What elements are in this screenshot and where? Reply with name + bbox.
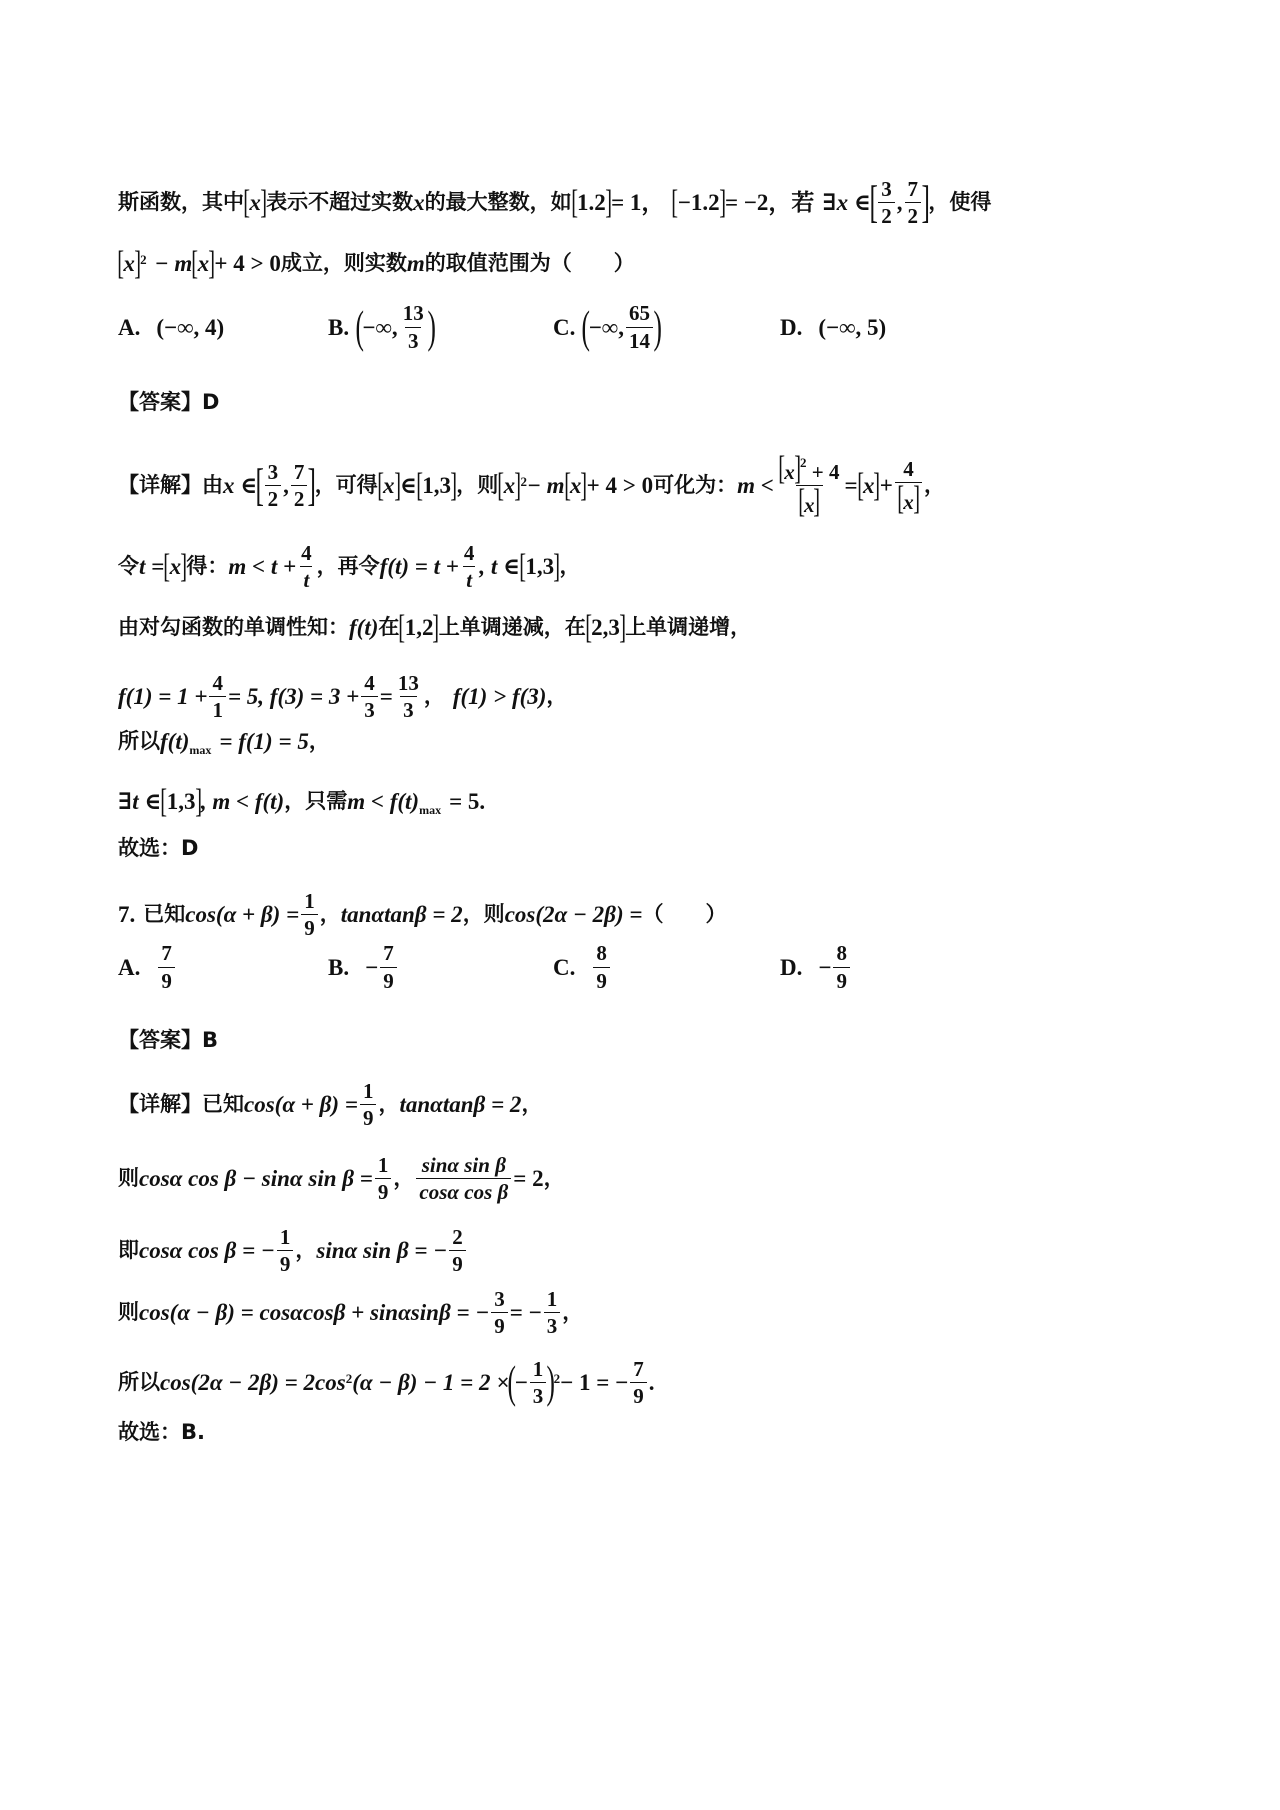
q7-answer: 【答案】B [118, 1028, 219, 1052]
fraction: $\frac{[x]^2 + 4}{[x]}$ [778, 450, 840, 521]
q7-option-a: A. $\frac{7}{9}$ [118, 942, 177, 991]
q6-choice: 故选：D [118, 836, 199, 860]
q6-detail-line-4: f(1) = 1 + $\frac{4}{1}$ = 5, f(3) = 3 + $\frac{4}{3}$ = $\frac{13}{3}$ ， f(1) > f(3) ， [118, 671, 568, 723]
q7-stem: 7. 已知 cos(α + β) = $\frac{1}{9}$ ， tanαtanβ = 2 ，则 cos(2α − 2β) = （ ） [118, 889, 727, 941]
q7-choice: 故选：B. [118, 1420, 205, 1444]
q7-option-c: C. $\frac{8}{9}$ [553, 942, 612, 991]
q7-option-d: D. − $\frac{8}{9}$ [780, 942, 852, 991]
q7-detail-line-5: 所以 cos(2α − 2β) = 2cos 2 (α − β) − 1 = 2 × ( − $\frac{1}{3}$ ) 2 − 1 = − $\frac{7}{9}$ . [118, 1356, 655, 1409]
fraction: $\frac{7}{2}$ [905, 178, 922, 227]
q6-detail-line-5: 所以 f(t) max = f(1) = 5 ， [118, 729, 330, 757]
q6-option-c: C. ( −∞, $\frac{65}{14}$ ) [553, 300, 662, 353]
q6-detail-line-6: ∃t ∈ [ 1,3 ] , m < f(t) ，只需 m < f(t) max = 5. [118, 783, 486, 820]
q6-detail-line-1: 【详解】由 x ∈ [ $\frac{3}{2}$ , $\frac{7}{2}$ ] ，可得 [ x ] ∈ [ 1,3 ] ，则 [ x ] 2 − m [ x ] + 4 > 0 可化为： m < $\frac{[x]^2 + 4}{[x]}$ = [ x ] + $\frac{4}{[x]}$ ， [118, 450, 946, 521]
q7-options [118, 941, 1178, 993]
q6-stem-line-2: [ x ] 2 − m [ x ] + 4 > 0 成立，则实数 m 的取值范围为（ ） [117, 245, 635, 282]
q6-detail-line-2: 令 t = [ x ] 得： m < t + $\frac{4}{t}$ ，再令 f(t) = t + $\frac{4}{t}$ , t ∈ [ 1,3 ] ， [118, 541, 581, 593]
fraction: $\frac{3}{2}$ [878, 178, 895, 227]
q6-options [118, 300, 1178, 353]
q7-detail-line-4: 则 cos(α − β) = cosαcosβ + sinαsinβ = − $\frac{3}{9}$ = − $\frac{1}{3}$ ， [118, 1287, 584, 1339]
q6-answer: 【答案】D [118, 390, 220, 414]
q6-stem-line-1: 斯函数，其中 [ x ] 表示不超过实数 x 的最大整数，如 [ 1.2 ] = 1， [ −1.2 ] = −2，若 ∃x ∈ [ $\frac{3}{2}$ , $\frac{7}{2}$ ] ，使得 [118, 176, 992, 229]
q6-detail-line-3: 由对勾函数的单调性知： f(t) 在 [ 1,2 ] 上单调递减，在 [ 2,3 ] 上单调递增， [118, 609, 752, 646]
q7-detail-line-3: 即 cosα cos β = − $\frac{1}{9}$ ， sinα sin β = − $\frac{2}{9}$ [118, 1226, 468, 1275]
q7-option-b: B. − $\frac{7}{9}$ [328, 942, 399, 991]
q6-option-a: A. (−∞, 4) [118, 314, 225, 340]
q7-detail-line-1: 【详解】已知 cos(α + β) = $\frac{1}{9}$ ， tanαtanβ = 2 ， [118, 1079, 543, 1131]
q6-option-b: B. ( −∞, $\frac{13}{3}$ ) [328, 300, 436, 353]
q7-detail-line-2: 则 cosα cos β − sinα sin β = $\frac{1}{9}$ ， $\frac{\text{sinα sin β}}{\text{cosα cos β}}$ = 2 ， [118, 1153, 565, 1205]
q6-option-d: D. (−∞, 5) [780, 314, 887, 340]
